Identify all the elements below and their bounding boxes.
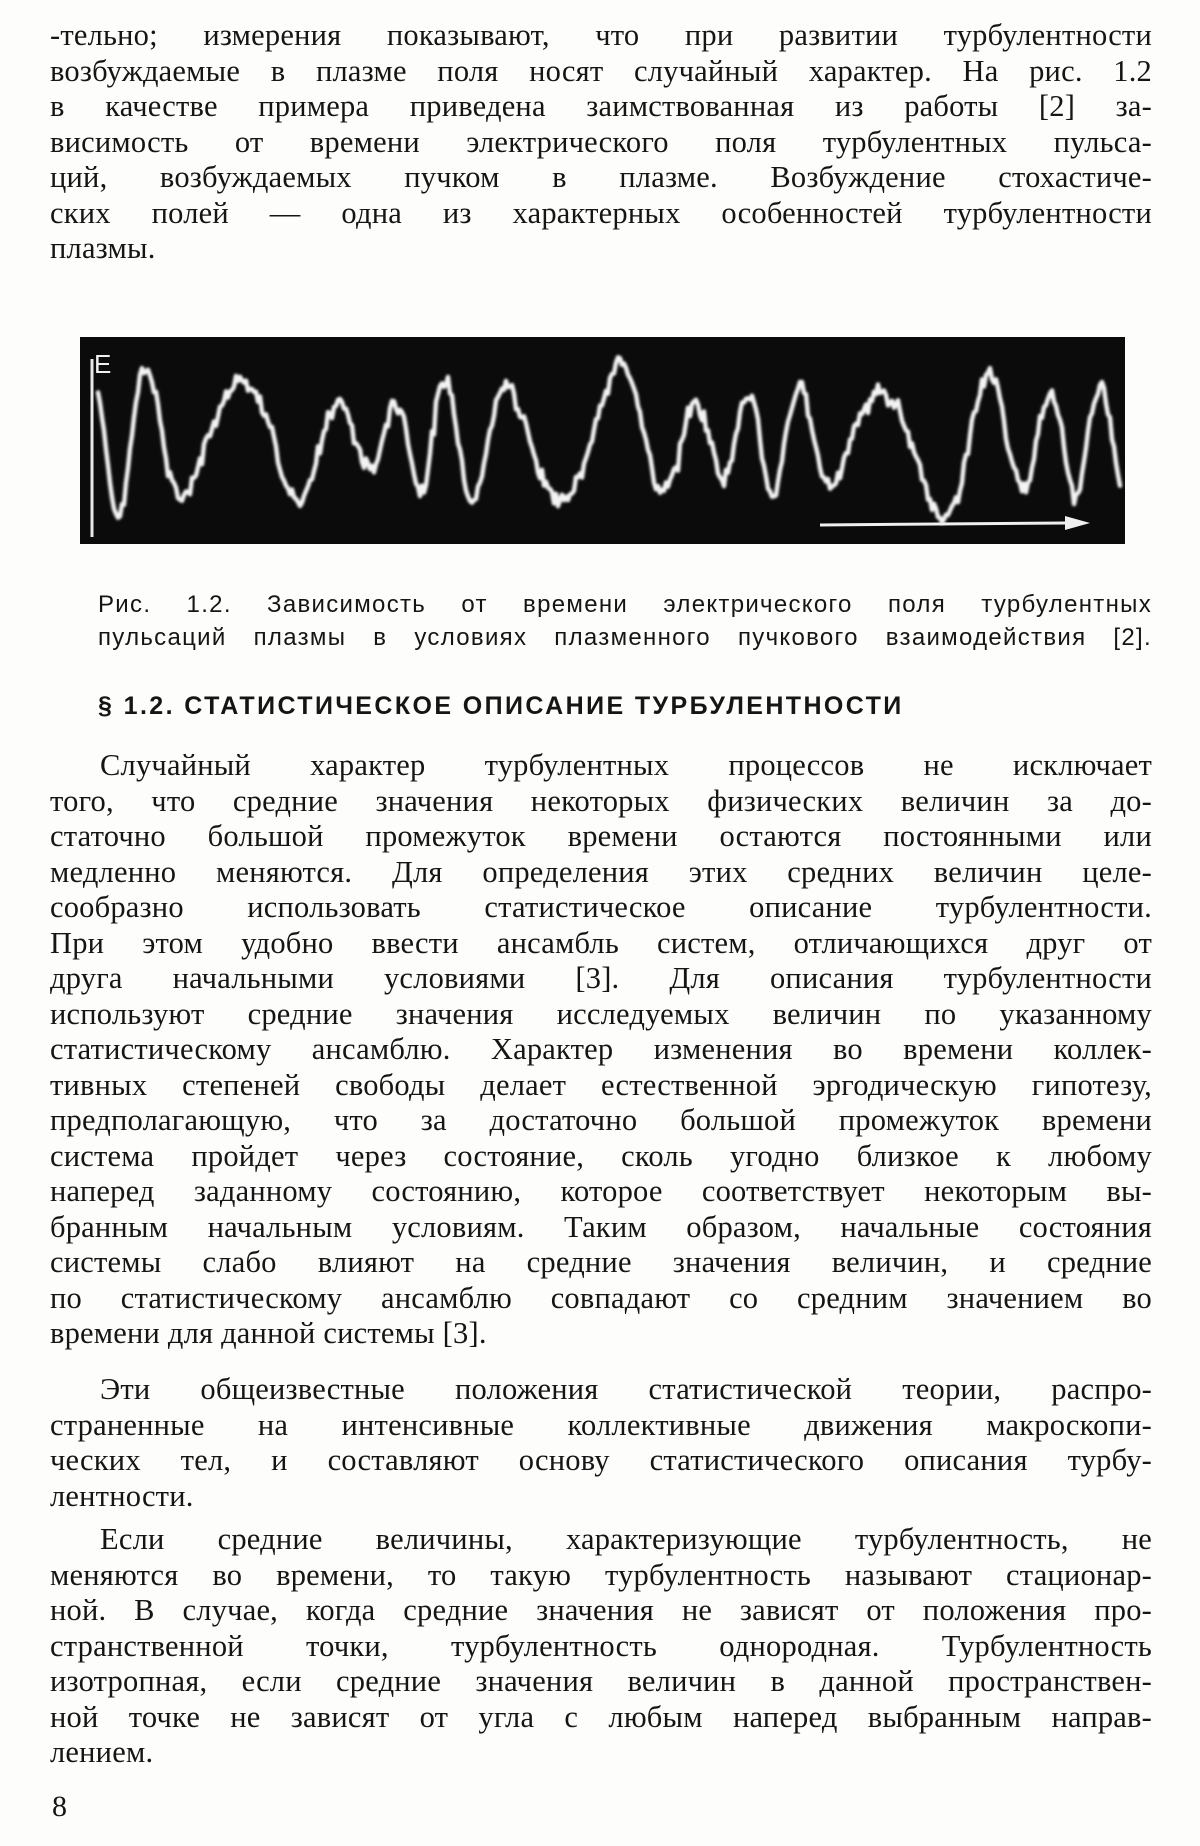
- text-line: ских полей — одна из характерных особенностей турбулентности: [50, 195, 1152, 230]
- time-arrow: [820, 523, 1065, 525]
- text-line: лентности.: [50, 1478, 194, 1513]
- text-line: Случайный характер турбулентных процессов не исключает: [100, 748, 1152, 782]
- text-line: бранным начальным условиям. Таким образом, начальные состояния: [50, 1209, 1152, 1244]
- caption-line: Рис. 1.2. Зависимость от времени электрического поля турбулентных: [98, 591, 1152, 618]
- page-number: 8: [52, 1790, 67, 1823]
- section-heading: § 1.2. СТАТИСТИЧЕСКОЕ ОПИСАНИЕ ТУРБУЛЕНТНОСТИ: [98, 692, 904, 720]
- text-line: наперед заданному состоянию, которое соответствует некоторым вы-: [50, 1174, 1152, 1208]
- text-line: Эти общеизвестные положения статистической теории, распро-: [100, 1372, 1152, 1406]
- text-line: ной. В случае, когда средние значения не зависят от положения про-: [50, 1593, 1152, 1627]
- text-line: лением.: [50, 1735, 154, 1769]
- body-paragraph: [50, 1372, 1152, 1514]
- text-line: странственной точки, турбулентность однородная. Турбулентность: [50, 1628, 1152, 1663]
- text-line: в качестве примера приведена заимствованная из работы [2] за-: [50, 89, 1152, 123]
- text-line: меняются во времени, то такую турбулентность называют стационар-: [50, 1557, 1152, 1592]
- text-line: времени для данной системы [3].: [50, 1316, 487, 1350]
- text-line: ной точке не зависят от угла с любым наперед выбранным направ-: [50, 1699, 1152, 1734]
- text-line: друга начальными условиями [3]. Для описания турбулентности: [50, 961, 1152, 995]
- text-line: того, что средние значения некоторых физических величин за до-: [50, 783, 1152, 818]
- text-line: статочно большой промежуток времени остаются постоянными или: [50, 819, 1152, 853]
- text-line: система пройдет через состояние, сколь угодно близкое к любому: [50, 1138, 1152, 1173]
- text-line: медленно меняются. Для определения этих средних величин целе-: [50, 854, 1152, 889]
- text-line: системы слабо влияют на средние значения величин, и средние: [50, 1245, 1152, 1279]
- figure-caption: [98, 588, 1152, 654]
- text-line: висимость от времени электрического поля турбулентных пульса-: [50, 124, 1152, 159]
- text-line: изотропная, если средние значения величин в данной пространствен-: [50, 1664, 1152, 1698]
- intro-paragraph: [50, 18, 1152, 267]
- text-line: по статистическому ансамблю совпадают со средним значением во: [50, 1280, 1152, 1315]
- text-line: Если средние величины, характеризующие турбулентность, не: [100, 1522, 1152, 1556]
- text-line: статистическому ансамблю. Характер изменения во времени коллек-: [50, 1032, 1152, 1066]
- text-line: При этом удобно ввести ансамбль систем, отличающихся друг от: [50, 925, 1152, 960]
- text-line: предполагающую, что за достаточно большой промежуток времени: [50, 1103, 1152, 1137]
- body-paragraph: [50, 748, 1152, 1352]
- caption-line: пульсаций плазмы в условиях плазменного пучкового взаимодействия [2].: [98, 624, 1152, 651]
- text-line: ческих тел, и составляют основу статистического описания турбу-: [50, 1443, 1152, 1477]
- axis-label: E: [94, 349, 112, 379]
- oscillogram-trace: [80, 337, 1125, 544]
- text-line: ций, возбуждаемых пучком в плазме. Возбуждение стохастиче-: [50, 160, 1152, 194]
- text-line: сообразно использовать статистическое описание турбулентности.: [50, 890, 1152, 924]
- text-line: -тельно; измерения показывают, что при развитии турбулентности: [50, 18, 1152, 52]
- time-arrow-head: [1065, 516, 1090, 530]
- body-paragraph: [50, 1522, 1152, 1771]
- text-line: плазмы.: [50, 231, 156, 265]
- text-line: страненные на интенсивные коллективные движения макроскопи-: [50, 1407, 1152, 1442]
- text-line: тивных степеней свободы делает естественной эргодическую гипотезу,: [50, 1067, 1152, 1102]
- text-line: используют средние значения исследуемых величин по указанному: [50, 996, 1152, 1031]
- text-line: возбуждаемые в плазме поля носят случайный характер. На рис. 1.2: [50, 53, 1152, 88]
- oscillogram-figure: [80, 337, 1125, 544]
